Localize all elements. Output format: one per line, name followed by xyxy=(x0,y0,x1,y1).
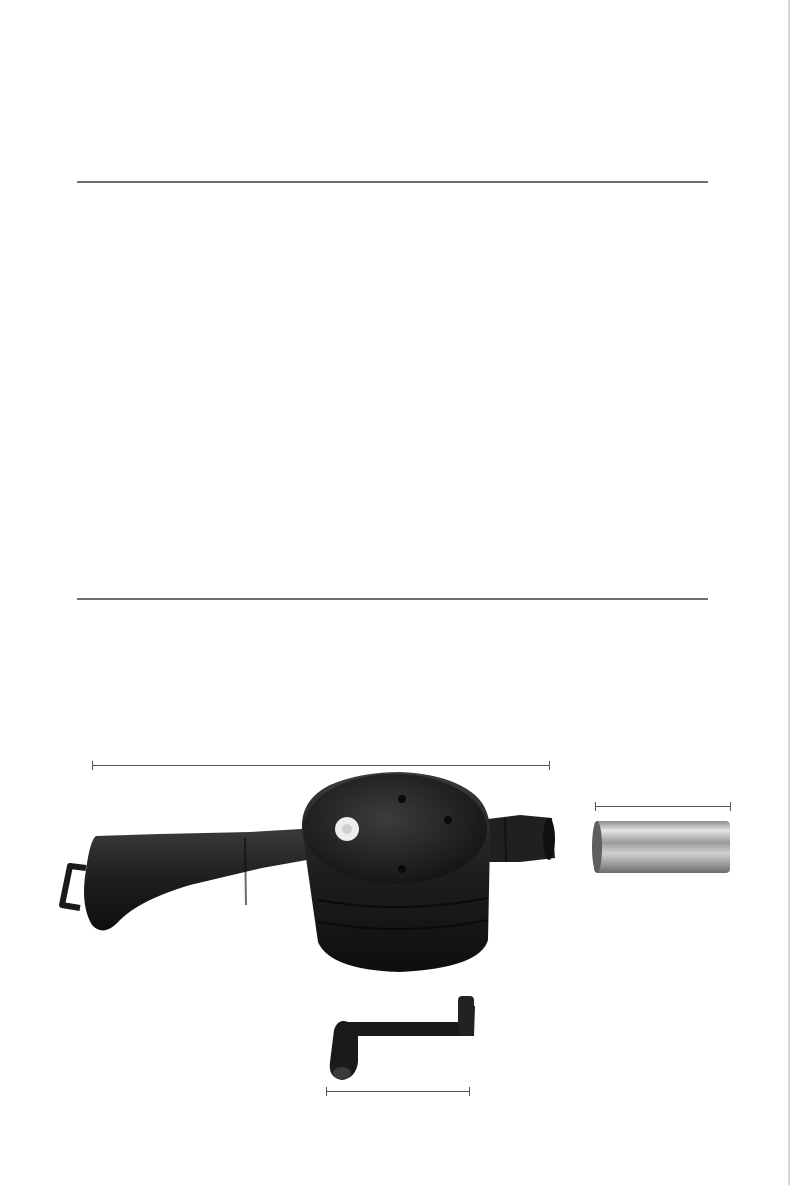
blowtorch-tube xyxy=(594,821,730,873)
